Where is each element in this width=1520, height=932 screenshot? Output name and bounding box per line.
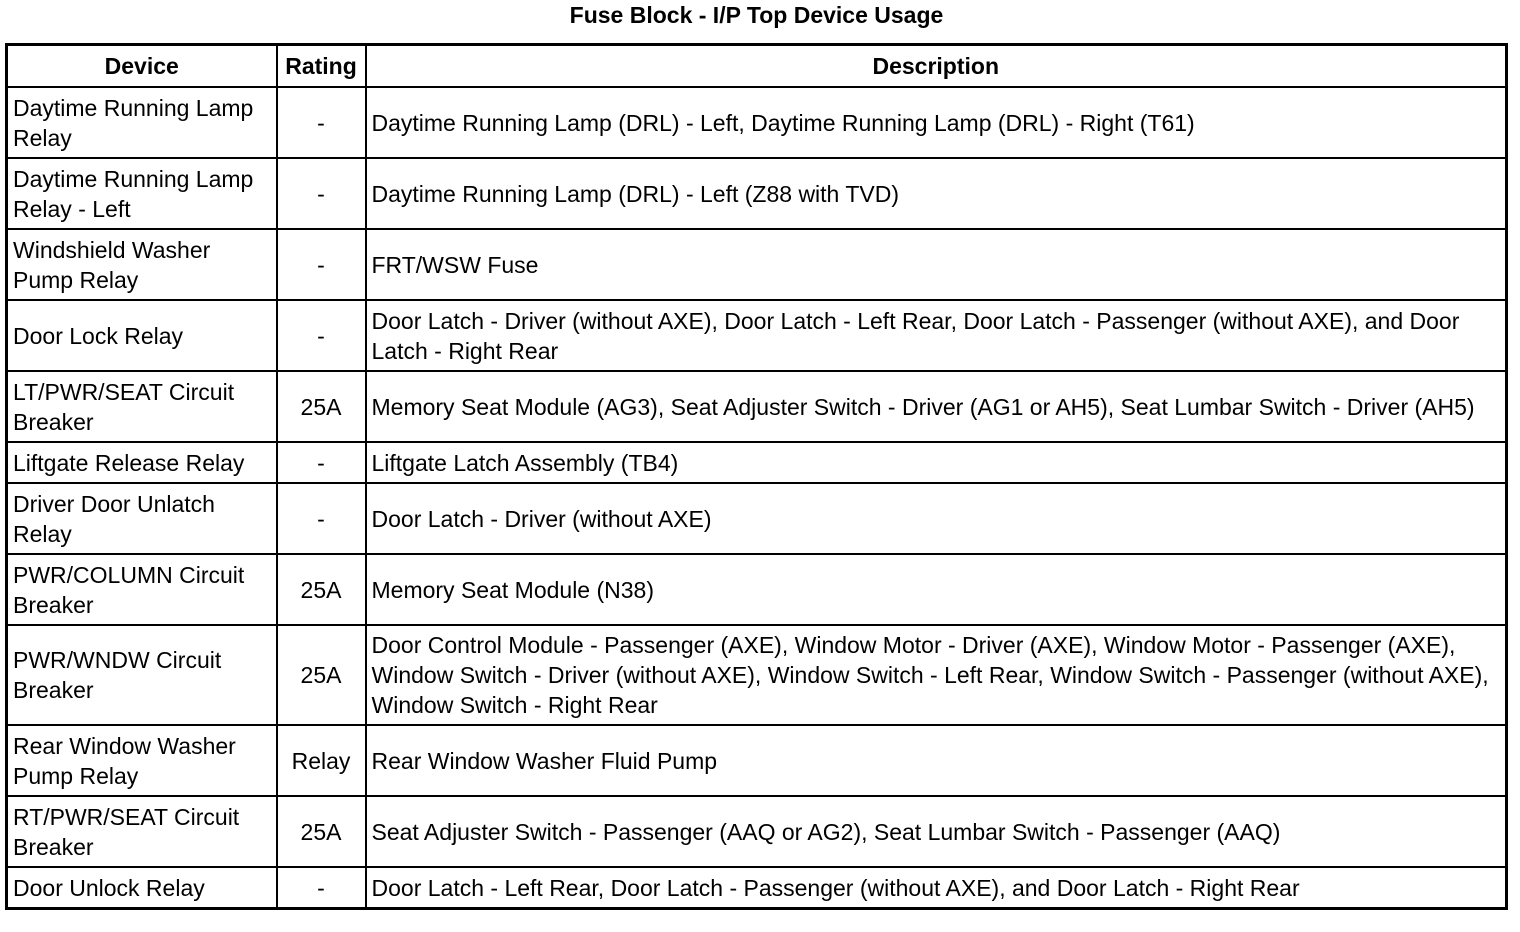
page-title: Fuse Block - I/P Top Device Usage [569, 2, 944, 28]
rating-cell: Relay [277, 725, 366, 796]
description-cell: Liftgate Latch Assembly (TB4) [366, 442, 1507, 483]
description-cell: Memory Seat Module (N38) [366, 554, 1507, 625]
rating-cell: 25A [277, 796, 366, 867]
table-row [7, 796, 1507, 867]
rating-cell: - [277, 158, 366, 229]
device-cell: Rear Window Washer Pump Relay [7, 725, 277, 796]
table-row [7, 158, 1507, 229]
rating-cell: - [277, 483, 366, 554]
device-cell: Driver Door Unlatch Relay [7, 483, 277, 554]
rating-cell: - [277, 229, 366, 300]
table-header-row [7, 45, 1507, 88]
device-cell: PWR/COLUMN Circuit Breaker [7, 554, 277, 625]
table-row [7, 554, 1507, 625]
description-cell: Door Latch - Left Rear, Door Latch - Passenger (without AXE), and Door Latch - Right Rear [366, 867, 1507, 909]
device-cell: Door Lock Relay [7, 300, 277, 371]
column-header-description: Description [366, 45, 1507, 88]
fuse-usage-table [5, 43, 1508, 910]
table-row [7, 229, 1507, 300]
table-row [7, 625, 1507, 725]
device-cell: Daytime Running Lamp Relay [7, 87, 277, 158]
description-cell: Door Latch - Driver (without AXE) [366, 483, 1507, 554]
table-row [7, 725, 1507, 796]
device-cell: Door Unlock Relay [7, 867, 277, 909]
rating-cell: 25A [277, 371, 366, 442]
rating-cell: - [277, 87, 366, 158]
device-cell: LT/PWR/SEAT Circuit Breaker [7, 371, 277, 442]
table-row [7, 300, 1507, 371]
device-cell: Daytime Running Lamp Relay - Left [7, 158, 277, 229]
device-cell: RT/PWR/SEAT Circuit Breaker [7, 796, 277, 867]
table-row [7, 371, 1507, 442]
description-cell: Daytime Running Lamp (DRL) - Left (Z88 with TVD) [366, 158, 1507, 229]
description-cell: Door Latch - Driver (without AXE), Door Latch - Left Rear, Door Latch - Passenger (without AXE), and Door Latch - Right Rear [366, 300, 1507, 371]
table-row [7, 442, 1507, 483]
rating-cell: 25A [277, 625, 366, 725]
device-cell: Liftgate Release Relay [7, 442, 277, 483]
table-row [7, 87, 1507, 158]
description-cell: Daytime Running Lamp (DRL) - Left, Daytime Running Lamp (DRL) - Right (T61) [366, 87, 1507, 158]
description-cell: Rear Window Washer Fluid Pump [366, 725, 1507, 796]
rating-cell: - [277, 300, 366, 371]
rating-cell: 25A [277, 554, 366, 625]
description-cell: Memory Seat Module (AG3), Seat Adjuster Switch - Driver (AG1 or AH5), Seat Lumbar Switch - Driver (AH5) [366, 371, 1507, 442]
description-cell: FRT/WSW Fuse [366, 229, 1507, 300]
table-row [7, 483, 1507, 554]
device-cell: PWR/WNDW Circuit Breaker [7, 625, 277, 725]
table-row [7, 867, 1507, 909]
column-header-rating: Rating [277, 45, 366, 88]
rating-cell: - [277, 442, 366, 483]
description-cell: Seat Adjuster Switch - Passenger (AAQ or AG2), Seat Lumbar Switch - Passenger (AAQ) [366, 796, 1507, 867]
device-cell: Windshield Washer Pump Relay [7, 229, 277, 300]
column-header-device: Device [7, 45, 277, 88]
description-cell: Door Control Module - Passenger (AXE), Window Motor - Driver (AXE), Window Motor - Passenger (AXE), Window Switch - Driver (without AXE), Window Switch - Left Rear, Window Switch - Passenger (without AXE), Window Switch - Right Rear [366, 625, 1507, 725]
rating-cell: - [277, 867, 366, 909]
